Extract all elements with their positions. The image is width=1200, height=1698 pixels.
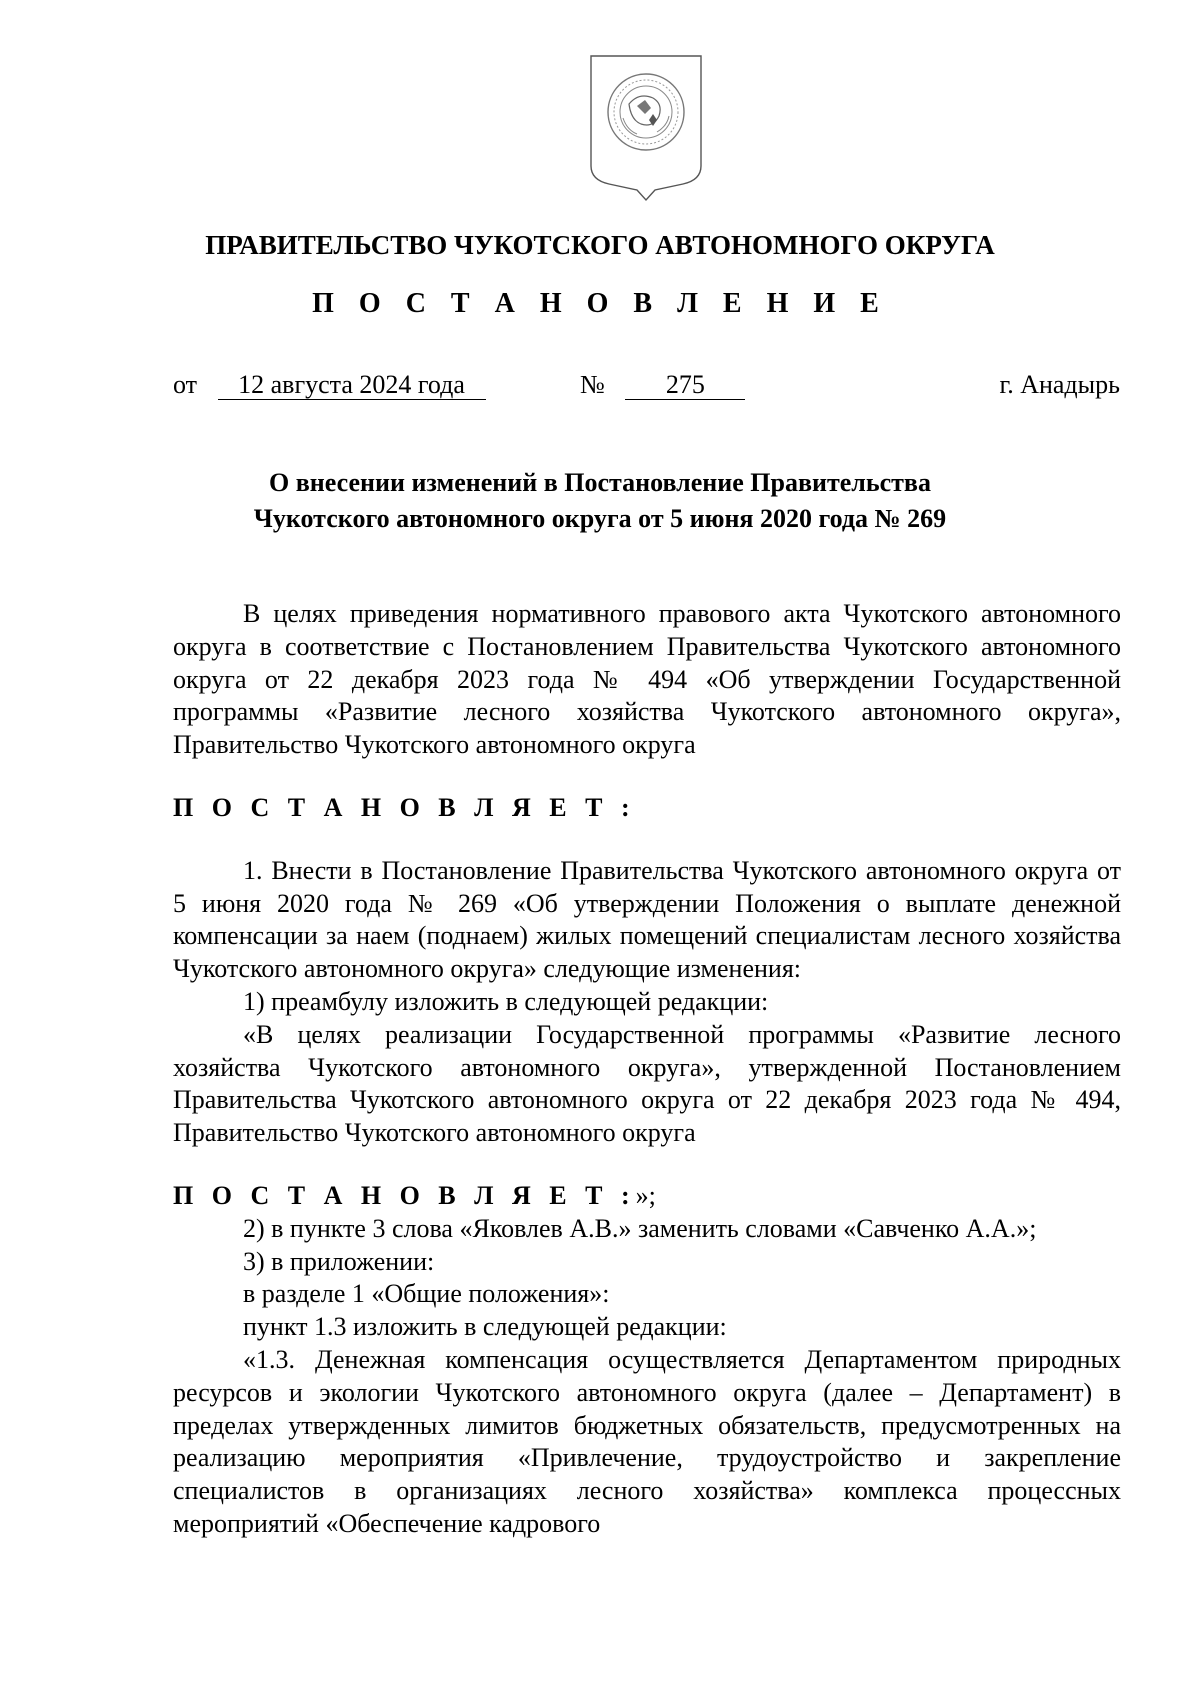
organization-title: ПРАВИТЕЛЬСТВО ЧУКОТСКОГО АВТОНОМНОГО ОКРУГА	[205, 230, 995, 260]
document-subject	[0, 465, 1200, 537]
number-label: №	[580, 370, 605, 399]
point-1-3-intro: пункт 1.3 изложить в следующей редакции:	[243, 1312, 727, 1342]
preamble-paragraph: В целях приведения нормативного правового акта Чукотского автономного округа в соответствие с Постановлением Правительства Чукотского автономного округа от 22 декабря 2023 года № 494 «Об утверждении Государственной программы «Развитие лесного хозяйства Чукотского автономного округа», Правительство Чукотского автономного округа	[173, 599, 1121, 760]
item-1-1: 1) преамбулу изложить в следующей редакции:	[243, 986, 769, 1016]
resolves-quoted-text: П О С Т А Н О В Л Я Е Т :	[173, 1180, 636, 1210]
coat-of-arms-emblem	[587, 54, 705, 202]
document-type-title: П О С Т А Н О В Л Е Н И Е	[312, 288, 888, 319]
date-prefix: от	[173, 370, 198, 399]
item-1: 1. Внести в Постановление Правительства Чукотского автономного округа от 5 июня 2020 года № 269 «Об утверждении Положения о выплате денежной компенсации за наем (поднаем) жилых помещений специалистам лесного хозяйства Чукотского автономного округа» следующие изменения:	[173, 855, 1121, 984]
document-body	[173, 598, 1121, 1541]
subject-line-1: О внесении изменений в Постановление Правительства	[269, 468, 931, 497]
resolves-quoted-tail: »;	[635, 1180, 656, 1210]
point-1-3: «1.3. Денежная компенсация осуществляется Департаментом природных ресурсов и экологии Чукотского автономного округа (далее – Департамент) в пределах утвержденных лимитов бюджетных обязательств, предусмотренных на реализацию мероприятия «Привлечение, трудоустройство и закрепление специалистов в организациях лесного хозяйства» комплекса процессных мероприятий «Обеспечение кадрового	[173, 1344, 1121, 1538]
subject-line-2: Чукотского автономного округа от 5 июня 2020 года № 269	[253, 504, 947, 533]
item-2: 2) в пункте 3 слова «Яковлев А.В.» заменить словами «Савченко А.А.»;	[243, 1213, 1037, 1243]
quoted-preamble: «В целях реализации Государственной программы «Развитие лесного хозяйства Чукотского автономного округа», утвержденной Постановлением Правительства Чукотского автономного округа от 22 декабря 2023 года № 494, Правительство Чукотского автономного округа	[173, 1019, 1121, 1148]
document-date: 12 августа 2024 года	[218, 371, 486, 400]
document-number: 275	[625, 371, 745, 400]
date-block	[173, 370, 486, 400]
section-1-ref: в разделе 1 «Общие положения»:	[243, 1279, 610, 1309]
city: г. Анадырь	[999, 370, 1120, 399]
item-3: 3) в приложении:	[243, 1246, 435, 1276]
resolves-heading: П О С Т А Н О В Л Я Е Т :	[173, 792, 636, 822]
resolves-heading-quoted	[173, 1180, 1121, 1213]
number-block	[580, 370, 745, 400]
